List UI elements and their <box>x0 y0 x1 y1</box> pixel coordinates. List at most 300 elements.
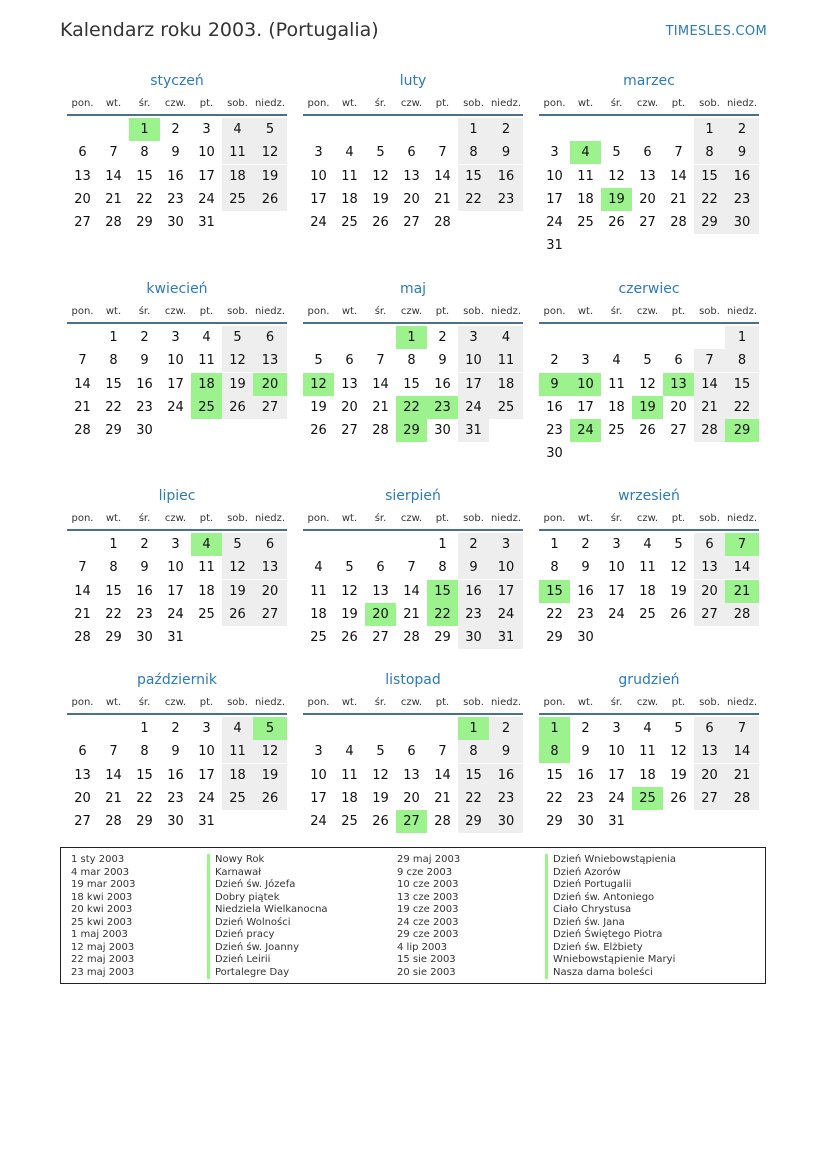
day-cell: 20 <box>253 580 287 603</box>
week-row <box>67 626 287 649</box>
day-cell: 23 <box>427 396 458 419</box>
day-cell: 28 <box>74 423 91 439</box>
day-cell: 9 <box>171 744 180 760</box>
day-cell: 5 <box>253 717 287 740</box>
legend-names-col-1 <box>207 854 328 979</box>
holiday-name: Dzień Świętego Piotra <box>545 929 676 942</box>
week-row <box>303 764 523 787</box>
weekday-label: śr. <box>374 512 387 524</box>
holiday-name: Dzień Wniebowstąpienia <box>545 854 676 867</box>
day-cell: 25 <box>608 423 625 439</box>
empty-cell <box>303 533 334 556</box>
day-cell: 19 <box>222 580 253 603</box>
day-cell: 9 <box>489 740 523 763</box>
day-cell: 7 <box>674 145 683 161</box>
week-row <box>67 373 287 396</box>
day-cell: 4 <box>314 560 323 576</box>
empty-cell <box>303 326 334 349</box>
day-cell: 3 <box>202 721 211 736</box>
day-cell: 10 <box>167 560 184 576</box>
week-row <box>539 787 759 810</box>
day-cell: 29 <box>725 419 759 442</box>
day-cell: 29 <box>136 814 153 830</box>
week-row <box>67 787 287 810</box>
day-cell: 21 <box>403 606 420 622</box>
holiday-date: 20 kwi 2003 <box>71 904 133 916</box>
weekday-label: czw. <box>164 696 187 708</box>
day-cell: 14 <box>74 583 91 599</box>
day-cell: 28 <box>725 603 759 626</box>
holiday-name: Wniebowstąpienie Maryi <box>545 954 676 967</box>
holiday-name: Nasza dama boleści <box>545 967 676 980</box>
day-cell: 13 <box>694 556 725 579</box>
day-cell: 26 <box>372 814 389 830</box>
day-cell: 31 <box>167 630 184 646</box>
week-row <box>303 373 523 396</box>
day-cell: 10 <box>167 353 184 369</box>
day-cell: 27 <box>74 215 91 231</box>
weekday-label: pt. <box>435 97 450 109</box>
weekday-label: pt. <box>435 512 450 524</box>
month-2 <box>303 70 523 234</box>
day-cell: 5 <box>253 118 287 141</box>
day-cell: 4 <box>612 353 621 369</box>
day-cell: 19 <box>632 396 663 419</box>
day-cell: 15 <box>403 376 420 392</box>
day-cell: 16 <box>136 376 153 392</box>
day-cell: 7 <box>725 717 759 740</box>
weekday-label: śr. <box>374 696 387 708</box>
holiday-name: Dzień Portugalii <box>545 879 676 892</box>
week-row <box>67 349 287 372</box>
week-row <box>539 118 759 141</box>
weekday-header <box>539 92 759 116</box>
day-cell: 26 <box>253 787 287 810</box>
empty-cell <box>67 118 98 141</box>
weekday-label: pt. <box>671 512 686 524</box>
day-cell: 6 <box>694 533 725 556</box>
day-cell: 21 <box>434 191 451 207</box>
week-row <box>539 717 759 740</box>
day-cell: 14 <box>372 376 389 392</box>
day-cell: 23 <box>546 423 563 439</box>
day-cell: 3 <box>171 537 180 552</box>
day-cell: 16 <box>489 165 523 188</box>
day-cell: 9 <box>458 556 489 579</box>
day-cell: 25 <box>577 215 594 231</box>
weekday-label: sob. <box>227 512 248 524</box>
empty-cell <box>632 326 663 349</box>
day-cell: 17 <box>577 399 594 415</box>
day-cell: 21 <box>725 580 759 603</box>
day-cell: 24 <box>198 191 215 207</box>
holiday-date: 29 cze 2003 <box>397 929 459 941</box>
day-cell: 22 <box>427 603 458 626</box>
day-cell: 18 <box>639 583 656 599</box>
day-cell: 2 <box>140 330 149 345</box>
day-cell: 6 <box>78 744 87 760</box>
weekday-label: wt. <box>577 512 594 524</box>
day-cell: 17 <box>167 583 184 599</box>
day-cell: 26 <box>608 215 625 231</box>
weekday-header <box>539 691 759 715</box>
day-cell: 6 <box>694 717 725 740</box>
day-cell: 12 <box>222 349 253 372</box>
day-cell: 28 <box>670 215 687 231</box>
week-row <box>539 533 759 556</box>
day-cell: 13 <box>253 556 287 579</box>
day-cell: 2 <box>581 721 590 736</box>
holiday-name: Portalegre Day <box>207 967 328 980</box>
day-cell: 1 <box>458 118 489 141</box>
day-cell: 5 <box>222 533 253 556</box>
day-cell: 5 <box>643 353 652 369</box>
holiday-date: 23 maj 2003 <box>71 966 135 978</box>
day-cell: 13 <box>74 767 91 783</box>
holiday-date: 15 sie 2003 <box>397 954 456 966</box>
day-cell: 24 <box>198 790 215 806</box>
day-cell: 16 <box>577 767 594 783</box>
weekday-label: pon. <box>307 97 330 109</box>
weekday-label: pt. <box>671 97 686 109</box>
weekday-label: pon. <box>543 305 566 317</box>
weekday-header <box>303 300 523 324</box>
day-cell: 3 <box>314 744 323 760</box>
day-cell: 13 <box>372 583 389 599</box>
day-cell: 9 <box>725 141 759 164</box>
weekday-label: sob. <box>463 97 484 109</box>
day-cell: 2 <box>458 533 489 556</box>
day-cell: 14 <box>434 767 451 783</box>
day-cell: 25 <box>341 215 358 231</box>
week-row <box>303 326 523 349</box>
weekday-label: pon. <box>307 512 330 524</box>
day-cell: 28 <box>434 215 451 231</box>
day-cell: 21 <box>105 790 122 806</box>
day-cell: 12 <box>372 767 389 783</box>
day-cell: 30 <box>577 630 594 646</box>
day-cell: 29 <box>546 814 563 830</box>
day-cell: 16 <box>167 168 184 184</box>
day-cell: 8 <box>550 560 559 576</box>
weekday-label: wt. <box>105 305 122 317</box>
day-cell: 18 <box>198 583 215 599</box>
day-cell: 28 <box>694 419 725 442</box>
holiday-name: Dzień św. Elżbiety <box>545 942 676 955</box>
holiday-name: Nowy Rok <box>207 854 328 867</box>
day-cell: 31 <box>489 626 523 649</box>
weekday-label: niedz. <box>726 97 758 109</box>
month-9 <box>539 485 759 649</box>
day-cell: 31 <box>546 238 563 254</box>
day-cell: 9 <box>140 560 149 576</box>
weekday-label: sob. <box>463 305 484 317</box>
week-row <box>539 188 759 211</box>
day-cell: 12 <box>372 168 389 184</box>
weekday-label: pt. <box>199 97 214 109</box>
day-cell: 12 <box>670 560 687 576</box>
holiday-name: Dzień św. Antoniego <box>545 892 676 905</box>
day-cell: 7 <box>725 533 759 556</box>
day-cell: 23 <box>489 787 523 810</box>
day-cell: 14 <box>725 740 759 763</box>
legend-dates-col-2 <box>397 854 460 979</box>
day-cell: 26 <box>341 630 358 646</box>
empty-cell <box>334 533 365 556</box>
weekday-label: czw. <box>164 97 187 109</box>
weekday-label: pon. <box>543 97 566 109</box>
day-cell: 20 <box>670 399 687 415</box>
day-cell: 6 <box>643 145 652 161</box>
day-cell: 24 <box>167 399 184 415</box>
day-cell: 18 <box>341 191 358 207</box>
day-cell: 25 <box>489 396 523 419</box>
day-cell: 2 <box>581 537 590 552</box>
day-cell: 5 <box>222 326 253 349</box>
day-cell: 16 <box>136 583 153 599</box>
day-cell: 28 <box>105 215 122 231</box>
day-cell: 9 <box>581 744 590 760</box>
weekday-label: niedz. <box>254 696 286 708</box>
day-cell: 1 <box>140 721 149 736</box>
day-cell: 1 <box>539 717 570 740</box>
weekday-label: pt. <box>199 512 214 524</box>
empty-cell <box>663 118 694 141</box>
week-row <box>303 603 523 626</box>
day-cell: 11 <box>341 767 358 783</box>
day-cell: 12 <box>222 556 253 579</box>
day-cell: 22 <box>136 191 153 207</box>
day-cell: 11 <box>639 744 656 760</box>
day-cell: 22 <box>136 790 153 806</box>
week-row <box>67 533 287 556</box>
day-cell: 19 <box>601 188 632 211</box>
holiday-date: 1 maj 2003 <box>71 929 128 941</box>
weekday-header <box>303 92 523 116</box>
weekday-header <box>67 507 287 531</box>
day-cell: 21 <box>74 606 91 622</box>
day-cell: 26 <box>253 188 287 211</box>
day-cell: 7 <box>109 744 118 760</box>
day-cell: 16 <box>577 583 594 599</box>
weekday-label: czw. <box>400 512 423 524</box>
weekday-label: śr. <box>374 97 387 109</box>
holiday-name: Niedziela Wielkanocna <box>207 904 328 917</box>
day-cell: 30 <box>136 630 153 646</box>
day-cell: 15 <box>136 168 153 184</box>
day-cell: 23 <box>136 606 153 622</box>
empty-cell <box>303 118 334 141</box>
day-cell: 29 <box>105 423 122 439</box>
day-cell: 24 <box>310 215 327 231</box>
day-cell: 7 <box>407 560 416 576</box>
day-cell: 27 <box>694 787 725 810</box>
week-row <box>539 396 759 419</box>
day-cell: 18 <box>489 373 523 396</box>
holiday-name: Dzień pracy <box>207 929 328 942</box>
day-cell: 15 <box>458 165 489 188</box>
day-cell: 13 <box>639 168 656 184</box>
day-cell: 15 <box>136 767 153 783</box>
day-cell: 18 <box>608 399 625 415</box>
empty-cell <box>601 118 632 141</box>
holiday-date: 29 maj 2003 <box>397 854 461 865</box>
weekday-label: czw. <box>636 305 659 317</box>
day-cell: 3 <box>202 122 211 137</box>
day-cell: 4 <box>643 537 652 552</box>
week-row <box>539 373 759 396</box>
day-cell: 9 <box>171 145 180 161</box>
week-row <box>539 580 759 603</box>
day-cell: 25 <box>310 630 327 646</box>
holiday-date: 18 kwi 2003 <box>71 891 133 903</box>
month-name: maj <box>399 281 427 297</box>
day-cell: 14 <box>105 168 122 184</box>
day-cell: 10 <box>608 744 625 760</box>
day-cell: 27 <box>74 814 91 830</box>
day-cell: 18 <box>222 764 253 787</box>
empty-cell <box>694 326 725 349</box>
week-row <box>67 764 287 787</box>
day-cell: 6 <box>345 353 354 369</box>
weekday-label: pon. <box>543 696 566 708</box>
day-cell: 17 <box>458 373 489 396</box>
month-name: listopad <box>385 672 441 688</box>
day-cell: 8 <box>140 145 149 161</box>
day-cell: 24 <box>310 814 327 830</box>
week-row <box>67 165 287 188</box>
site-logo[interactable]: TIMESLES.COM <box>665 24 767 39</box>
empty-cell <box>365 717 396 740</box>
day-cell: 5 <box>314 353 323 369</box>
day-cell: 19 <box>341 606 358 622</box>
day-cell: 24 <box>608 790 625 806</box>
day-cell: 6 <box>78 145 87 161</box>
day-cell: 18 <box>639 767 656 783</box>
weekday-label: wt. <box>577 696 594 708</box>
weekday-label: pon. <box>71 97 94 109</box>
day-cell: 10 <box>489 556 523 579</box>
month-1 <box>67 70 287 234</box>
weekday-label: pt. <box>671 696 686 708</box>
day-cell: 15 <box>427 580 458 603</box>
day-cell: 19 <box>310 399 327 415</box>
week-row <box>67 580 287 603</box>
holiday-date: 9 cze 2003 <box>397 866 453 878</box>
day-cell: 20 <box>74 790 91 806</box>
weekday-label: wt. <box>341 97 358 109</box>
holiday-legend <box>60 847 766 984</box>
day-cell: 31 <box>458 419 489 442</box>
week-row <box>67 118 287 141</box>
day-cell: 29 <box>546 630 563 646</box>
weekday-label: wt. <box>105 512 122 524</box>
day-cell: 23 <box>577 790 594 806</box>
day-cell: 23 <box>577 606 594 622</box>
empty-cell <box>570 326 601 349</box>
day-cell: 29 <box>694 211 725 234</box>
day-cell: 24 <box>608 606 625 622</box>
empty-cell <box>396 118 427 141</box>
day-cell: 15 <box>725 373 759 396</box>
week-row <box>303 556 523 579</box>
week-row <box>303 717 523 740</box>
day-cell: 17 <box>198 767 215 783</box>
weekday-label: śr. <box>610 512 623 524</box>
day-cell: 2 <box>140 537 149 552</box>
day-cell: 15 <box>539 580 570 603</box>
weekday-label: niedz. <box>726 305 758 317</box>
day-cell: 24 <box>546 215 563 231</box>
empty-cell <box>67 717 98 740</box>
day-cell: 23 <box>489 188 523 211</box>
holiday-date: 19 mar 2003 <box>71 879 136 891</box>
week-row <box>303 141 523 164</box>
day-cell: 27 <box>396 810 427 833</box>
day-cell: 1 <box>396 326 427 349</box>
day-cell: 28 <box>434 814 451 830</box>
weekday-label: śr. <box>610 305 623 317</box>
day-cell: 8 <box>458 141 489 164</box>
weekday-header <box>67 691 287 715</box>
day-cell: 26 <box>639 423 656 439</box>
day-cell: 26 <box>670 790 687 806</box>
week-row <box>67 717 287 740</box>
day-cell: 20 <box>74 191 91 207</box>
day-cell: 14 <box>725 556 759 579</box>
legend-names-col-2 <box>545 854 676 979</box>
holiday-date: 22 maj 2003 <box>71 954 135 966</box>
day-cell: 6 <box>253 326 287 349</box>
weekday-label: śr. <box>610 696 623 708</box>
day-cell: 21 <box>372 399 389 415</box>
day-cell: 29 <box>136 215 153 231</box>
weekday-label: śr. <box>138 512 151 524</box>
day-cell: 13 <box>253 349 287 372</box>
holiday-name: Karnawał <box>207 867 328 880</box>
empty-cell <box>334 717 365 740</box>
day-cell: 12 <box>303 373 334 396</box>
month-10 <box>67 669 287 833</box>
weekday-label: pon. <box>71 305 94 317</box>
weekday-label: pon. <box>71 696 94 708</box>
day-cell: 1 <box>129 118 160 141</box>
day-cell: 15 <box>458 764 489 787</box>
day-cell: 16 <box>489 764 523 787</box>
week-row <box>539 326 759 349</box>
holiday-date: 4 mar 2003 <box>71 866 130 878</box>
weekday-label: pon. <box>71 512 94 524</box>
month-4 <box>67 278 287 442</box>
day-cell: 28 <box>725 787 759 810</box>
day-cell: 20 <box>365 603 396 626</box>
day-cell: 4 <box>222 118 253 141</box>
day-cell: 10 <box>310 767 327 783</box>
day-cell: 1 <box>109 537 118 552</box>
week-row <box>303 533 523 556</box>
month-name: grudzień <box>618 672 680 688</box>
day-cell: 12 <box>253 141 287 164</box>
day-cell: 3 <box>458 326 489 349</box>
day-cell: 15 <box>105 376 122 392</box>
day-cell: 15 <box>105 583 122 599</box>
day-cell: 14 <box>105 767 122 783</box>
day-cell: 17 <box>546 191 563 207</box>
empty-cell <box>632 118 663 141</box>
day-cell: 11 <box>639 560 656 576</box>
day-cell: 4 <box>222 717 253 740</box>
week-row <box>67 810 287 833</box>
